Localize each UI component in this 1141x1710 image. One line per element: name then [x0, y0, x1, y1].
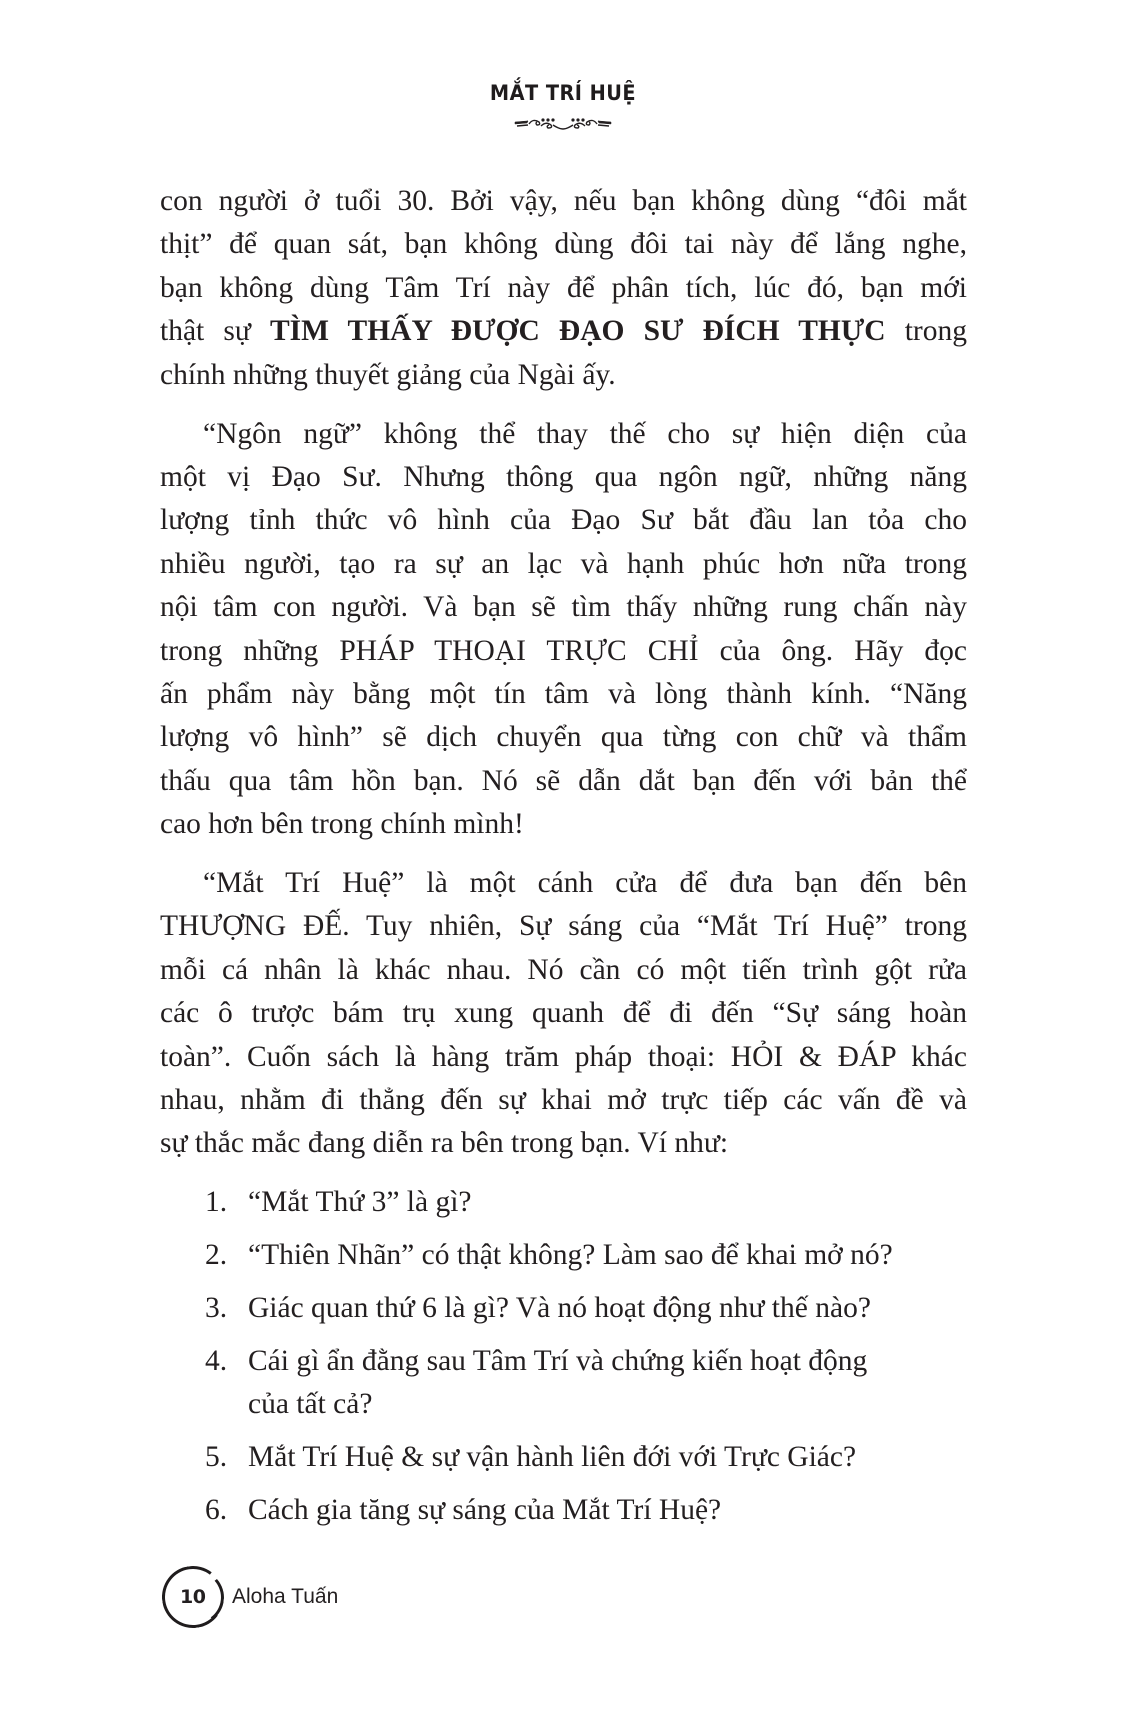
paragraph-3	[160, 862, 967, 1166]
text-line: thấu qua tâm hồn bạn. Nó sẽ dẫn dắt bạn đến với bản thể	[160, 764, 967, 797]
list-item	[160, 1181, 967, 1224]
text-line: một vị Đạo Sư. Nhưng thông qua ngôn ngữ, những năng	[160, 460, 967, 493]
text-line: nội tâm con người. Và bạn sẽ tìm thấy những rung chấn này	[160, 591, 967, 624]
text-line: cao hơn bên trong chính mình!	[160, 808, 524, 841]
list-item	[160, 1234, 967, 1277]
list-number: 2.	[205, 1239, 228, 1272]
page-body	[160, 180, 967, 1541]
list-number: 4.	[205, 1344, 228, 1377]
text-line: “Mắt Trí Huệ” là một cánh cửa để đưa bạn đến bên	[203, 867, 967, 900]
emphasis-text: TÌM THẤY ĐƯỢC ĐẠO SƯ ĐÍCH THỰC	[269, 315, 886, 348]
list-number: 5.	[205, 1440, 228, 1473]
list-text: Giác quan thứ 6 là gì? Và nó hoạt động như thế nào?	[248, 1291, 871, 1324]
text-line	[160, 310, 967, 353]
text-line: mỗi cá nhân là khác nhau. Nó cần có một tiến trình gột rửa	[160, 953, 967, 986]
page-number: 10	[180, 1586, 206, 1609]
text-line: con người ở tuổi 30. Bởi vậy, nếu bạn không dùng “đôi mắt	[160, 185, 967, 217]
page-footer	[162, 1566, 338, 1628]
list-text: của tất cả?	[248, 1388, 373, 1421]
text-line: trong những PHÁP THOẠI TRỰC CHỈ của ông. Hãy đọc	[160, 634, 967, 667]
text-line: thịt” để quan sát, bạn không dùng đôi tai này để lắng nghe,	[160, 228, 967, 261]
text-line: THƯỢNG ĐẾ. Tuy nhiên, Sự sáng của “Mắt Trí Huệ” trong	[160, 910, 967, 943]
paragraph-1	[160, 180, 967, 397]
list-item	[160, 1287, 967, 1330]
list-text: Mắt Trí Huệ & sự vận hành liên đới với Trực Giác?	[248, 1440, 857, 1473]
text-line: ấn phẩm này bằng một tín tâm và lòng thành kính. “Năng	[160, 677, 967, 710]
list-item	[160, 1340, 967, 1427]
floral-divider-icon	[513, 116, 613, 130]
list-number: 6.	[205, 1493, 228, 1526]
text-line: bạn không dùng Tâm Trí này để phân tích, lúc đó, bạn mới	[160, 271, 967, 304]
text-line: toàn”. Cuốn sách là hàng trăm pháp thoại: HỎI & ĐÁP khác	[160, 1040, 967, 1073]
text-line: nhiều người, tạo ra sự an lạc và hạnh phúc hơn nữa trong	[160, 547, 967, 580]
book-title: MẮT TRÍ HUỆ	[489, 81, 637, 105]
text-line: lượng vô hình” sẽ dịch chuyển qua từng con chữ và thẩm	[160, 721, 967, 754]
text-line: chính những thuyết giảng của Ngài ấy.	[160, 358, 616, 391]
list-text: “Mắt Thứ 3” là gì?	[248, 1186, 472, 1219]
list-text: “Thiên Nhãn” có thật không? Làm sao để khai mở nó?	[248, 1239, 893, 1272]
list-text: Cái gì ẩn đằng sau Tâm Trí và chứng kiến hoạt động	[248, 1344, 868, 1377]
list-number: 3.	[205, 1291, 228, 1324]
list-item	[160, 1436, 967, 1479]
paragraph-2	[160, 413, 967, 847]
author-name: Aloha Tuấn	[232, 1585, 339, 1608]
running-head-inner	[463, 80, 663, 130]
text-span: thật sự	[160, 315, 270, 348]
text-line: các ô trược bám trụ xung quanh để đi đến “Sự sáng hoàn	[160, 997, 967, 1030]
text-line: “Ngôn ngữ” không thể thay thế cho sự hiện diện của	[203, 417, 967, 450]
text-line: sự thắc mắc đang diễn ra bên trong bạn. Ví như:	[160, 1127, 729, 1160]
text-line: lượng tỉnh thức vô hình của Đạo Sư bắt đầu lan tỏa cho	[160, 504, 967, 537]
page-number-circle	[158, 1562, 228, 1632]
list-item	[160, 1489, 967, 1532]
text-span: trong	[885, 315, 967, 348]
list-text: Cách gia tăng sự sáng của Mắt Trí Huệ?	[248, 1493, 722, 1526]
text-line: nhau, nhằm đi thẳng đến sự khai mở trực tiếp các vấn đề và	[160, 1084, 967, 1116]
question-list	[160, 1181, 967, 1532]
list-number: 1.	[205, 1186, 228, 1219]
